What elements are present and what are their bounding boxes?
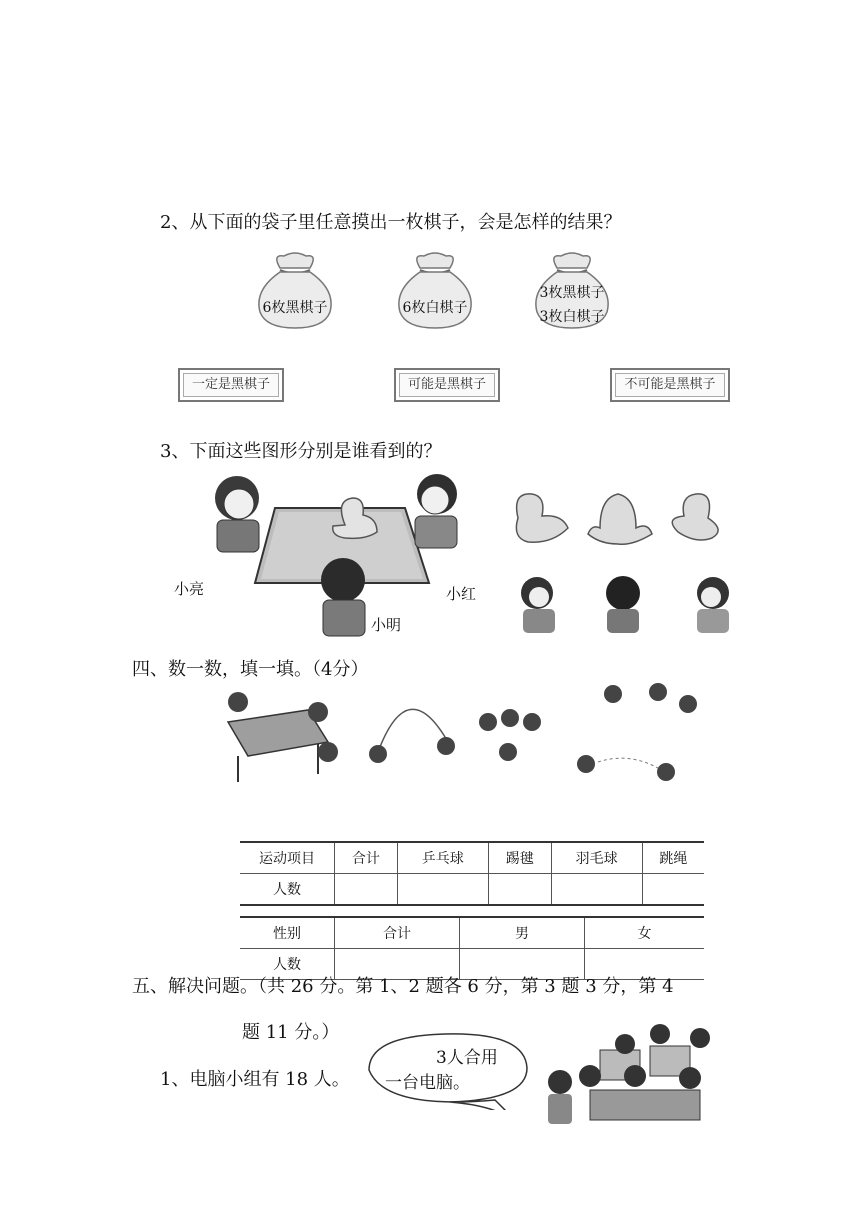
bubble-line1: 3人合用 xyxy=(436,1048,498,1068)
row-label: 人数 xyxy=(240,874,335,906)
name-xiaoliang: 小亮 xyxy=(174,580,205,598)
table-header: 男 xyxy=(460,917,585,949)
section-5-question-1: 1、电脑小组有 18 人。 xyxy=(160,1069,350,1090)
bag-label-line1: 3枚黑棋子 xyxy=(539,285,605,301)
bag-2 xyxy=(390,250,480,330)
table-header: 合计 xyxy=(335,917,460,949)
bag-icon xyxy=(250,250,340,330)
name-xiaoming: 小明 xyxy=(371,616,402,634)
table-cell-input[interactable] xyxy=(642,874,704,906)
bag-1 xyxy=(250,250,340,330)
table-cell-input[interactable] xyxy=(335,874,398,906)
table-header: 运动项目 xyxy=(240,842,335,874)
table-header: 跳绳 xyxy=(642,842,704,874)
duck-views xyxy=(508,488,738,548)
table-header: 女 xyxy=(585,917,705,949)
sports-table xyxy=(240,841,704,906)
name-xiaohong: 小红 xyxy=(446,585,477,603)
choice-possible-black[interactable]: 可能是黑棋子 xyxy=(394,368,500,402)
question-3-title: 3、下面这些图形分别是谁看到的？ xyxy=(160,441,442,462)
kid-views xyxy=(515,573,740,638)
table-header: 合计 xyxy=(335,842,398,874)
table-header: 羽毛球 xyxy=(551,842,642,874)
bag-3 xyxy=(527,250,617,330)
table-cell-input[interactable] xyxy=(488,874,551,906)
choice-certain-black[interactable]: 一定是黑棋子 xyxy=(178,368,284,402)
bag-icon xyxy=(390,250,480,330)
section-5-title-line2: 题 11 分。） xyxy=(242,1022,340,1043)
table-cell-input[interactable] xyxy=(551,874,642,906)
bubble-line2: 一台电脑。 xyxy=(385,1073,470,1093)
choice-impossible-black[interactable]: 不可能是黑棋子 xyxy=(610,368,730,402)
bag-label: 6枚黑棋子 xyxy=(262,300,328,316)
table-header: 乒乓球 xyxy=(397,842,488,874)
gender-table xyxy=(240,916,704,980)
viewing-scene xyxy=(205,470,475,640)
bag-label-line2: 3枚白棋子 xyxy=(539,309,605,325)
sports-scene xyxy=(218,682,718,817)
table-header: 踢毽 xyxy=(488,842,551,874)
bag-label: 6枚白棋子 xyxy=(402,300,468,316)
section-4-title: 四、数一数，填一填。（4分） xyxy=(132,659,369,680)
computer-group-scene xyxy=(540,1020,715,1140)
row-label: 人数 xyxy=(240,949,335,980)
table-cell-input[interactable] xyxy=(397,874,488,906)
section-5-title-line1: 五、解决问题。（共 26 分。第 1、2 题各 6 分，第 3 题 3 分，第 4 xyxy=(132,976,674,997)
table-header: 性别 xyxy=(240,917,335,949)
question-2-title: 2、从下面的袋子里任意摸出一枚棋子，会是怎样的结果？ xyxy=(160,212,622,233)
